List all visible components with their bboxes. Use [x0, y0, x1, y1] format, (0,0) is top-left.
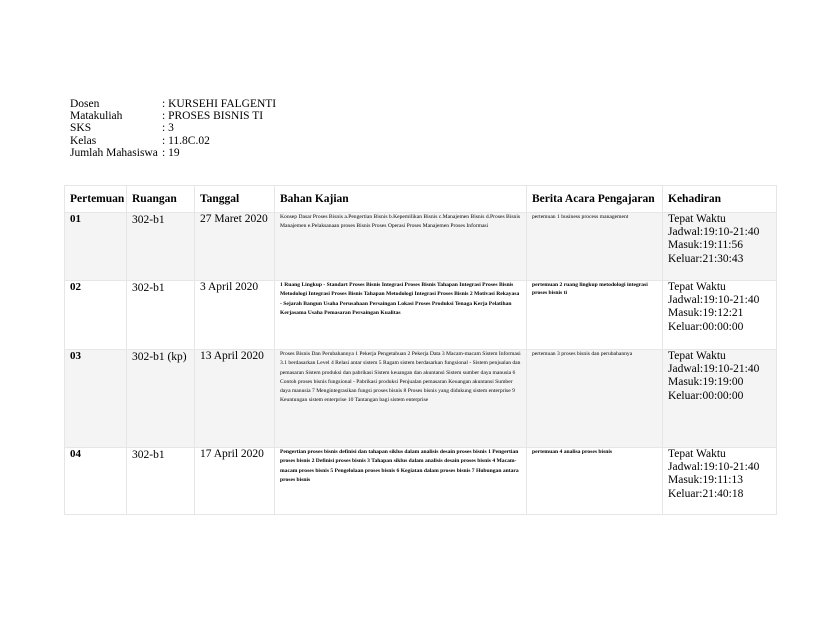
header-tanggal: Tanggal [195, 186, 275, 213]
info-label: Dosen [70, 98, 100, 110]
info-value: : 3 [162, 122, 174, 135]
cell-tanggal: 27 Maret 2020 [195, 213, 275, 281]
cell-kehadiran [663, 281, 777, 350]
cell-tanggal: 3 April 2020 [195, 281, 275, 350]
attendance-keluar: Keluar:21:40:18 [668, 487, 744, 500]
cell-ruangan: 302-b1 [127, 448, 195, 515]
cell-tanggal: 17 April 2020 [195, 448, 275, 515]
info-label: SKS [70, 122, 92, 135]
attendance-jadwal: Jadwal:19:10-21:40 [668, 461, 760, 474]
attendance-table [64, 185, 777, 515]
info-row-kelas [70, 135, 276, 147]
info-value: : 11.8C.02 [162, 134, 210, 147]
header-berita-acara: Berita Acara Pengajaran [527, 186, 663, 213]
cell-kehadiran [663, 350, 777, 448]
cell-berita-acara: pertemuan 3 proses bisnis dan perubahannya [527, 350, 663, 448]
attendance-status: Tepat Waktu [668, 350, 726, 362]
attendance-masuk: Masuk:19:11:13 [668, 474, 743, 487]
cell-berita-acara: pertemuan 4 analisa proses bisnis [527, 448, 663, 515]
cell-ruangan: 302-b1 (kp) [127, 350, 195, 448]
header-kehadiran: Kehadiran [663, 186, 777, 213]
cell-ruangan: 302-b1 [127, 213, 195, 281]
attendance-masuk: Masuk:19:11:56 [668, 239, 743, 252]
info-value: : PROSES BISNIS TI [162, 110, 264, 123]
course-info [70, 98, 276, 159]
info-value: : 19 [162, 146, 180, 159]
table-header-row [65, 186, 777, 213]
header-pertemuan: Pertemuan [65, 186, 127, 213]
cell-kehadiran [663, 448, 777, 515]
table-row [65, 213, 777, 281]
table-row [65, 281, 777, 350]
cell-berita-acara: pertemuan 1 business process management [527, 213, 663, 281]
attendance-status: Tepat Waktu [668, 213, 726, 225]
info-label: Kelas [70, 134, 97, 147]
cell-tanggal: 13 April 2020 [195, 350, 275, 448]
table-row [65, 448, 777, 515]
table-row [65, 350, 777, 448]
attendance-masuk: Masuk:19:19:00 [668, 376, 744, 389]
header-ruangan: Ruangan [127, 186, 195, 213]
cell-kehadiran [663, 213, 777, 281]
info-label: Jumlah Mahasiswa [70, 146, 158, 159]
attendance-keluar: Keluar:21:30:43 [668, 252, 744, 265]
info-label: Matakuliah [70, 110, 123, 123]
attendance-jadwal: Jadwal:19:10-21:40 [668, 294, 760, 307]
cell-bahan-kajian: Konsep Dasar Proses Bisnis a.Pengertian Bisnis b.Kepemilikan Bisnis c.Manajemen Bisnis d.Proses Bisnis Manajemen e.Pelaksanaan proses Bisnis Proses Operasi Proses Manajemen Proses Informasi [275, 213, 527, 281]
cell-pertemuan: 01 [65, 213, 127, 281]
info-row-matakuliah [70, 110, 276, 122]
cell-bahan-kajian: Proses Bisnis Dan Perubahannya 1 Pekerja Pengetahuan 2 Pekerja Data 3 Macam-macam Sistem Informasi 3.1 berdasarkan Level 4 Relasi antar sistem 5 Ragam sistem berdasarkan fungsional - Sistem penjualan dan pemasaran Sistem produksi dan pabrikasi Sistem keuangan dan akuntansi Sistem sumber daya manusia 6 Contoh proses bisnis fungsional - Pabrikasi produksi Penjualan pemasaran Keuangan akuntansi Sumber daya manusia 7 Mengintegrasikan fungsi proses bisnis 8 Proses bisnis yang didukung sistem enterprise 9 Keuntungan sistem enterprise 10 Tantangan bagi sistem enterprise [275, 350, 527, 448]
cell-pertemuan: 02 [65, 281, 127, 350]
header-bahan-kajian: Bahan Kajian [275, 186, 527, 213]
attendance-masuk: Masuk:19:12:21 [668, 307, 744, 320]
cell-pertemuan: 03 [65, 350, 127, 448]
info-row-jumlah-mahasiswa [70, 147, 276, 159]
attendance-status: Tepat Waktu [668, 281, 726, 293]
info-value: : KURSEHI FALGENTI [162, 98, 277, 110]
cell-ruangan: 302-b1 [127, 281, 195, 350]
cell-bahan-kajian: 1 Ruang Lingkup - Standart Proses Bisnis Integrasi Proses Bisnis Tahapan Integrasi Proses Bisnis Metodologi Integrasi Proses Bisnis Tahapan Metodologi Integrasi Proses Bisnis 2 Motivasi Rekayasa - Sejarah Bangun Usaha Perusahaan Persaingan Lokasi Proses Produksi Tenaga Kerja Pelatihan Kerjasama Usaha Pemasaran Persaingan Kualitas [275, 281, 527, 350]
cell-bahan-kajian: Pengertian proses bisnis definisi dan tahapan siklus dalam analisis desain proses bisnis 1 Pengertian proses bisnis 2 Definisi proses bisnis 3 Tahapan siklus dalam analisis desain proses bisnis 4 Macam-macam proses bisnis 5 Pengelolaan proses bisnis 6 Kegiatan dalam proses bisnis 7 Hubungan antara proses bisnis [275, 448, 527, 515]
attendance-keluar: Keluar:00:00:00 [668, 389, 744, 402]
attendance-jadwal: Jadwal:19:10-21:40 [668, 226, 760, 239]
attendance-jadwal: Jadwal:19:10-21:40 [668, 363, 760, 376]
cell-berita-acara: pertemuan 2 ruang lingkup metodologi integrasi proses bisnis ti [527, 281, 663, 350]
cell-pertemuan: 04 [65, 448, 127, 515]
attendance-status: Tepat Waktu [668, 448, 726, 460]
info-row-dosen [70, 98, 276, 110]
info-row-sks [70, 122, 276, 134]
attendance-keluar: Keluar:00:00:00 [668, 320, 744, 333]
